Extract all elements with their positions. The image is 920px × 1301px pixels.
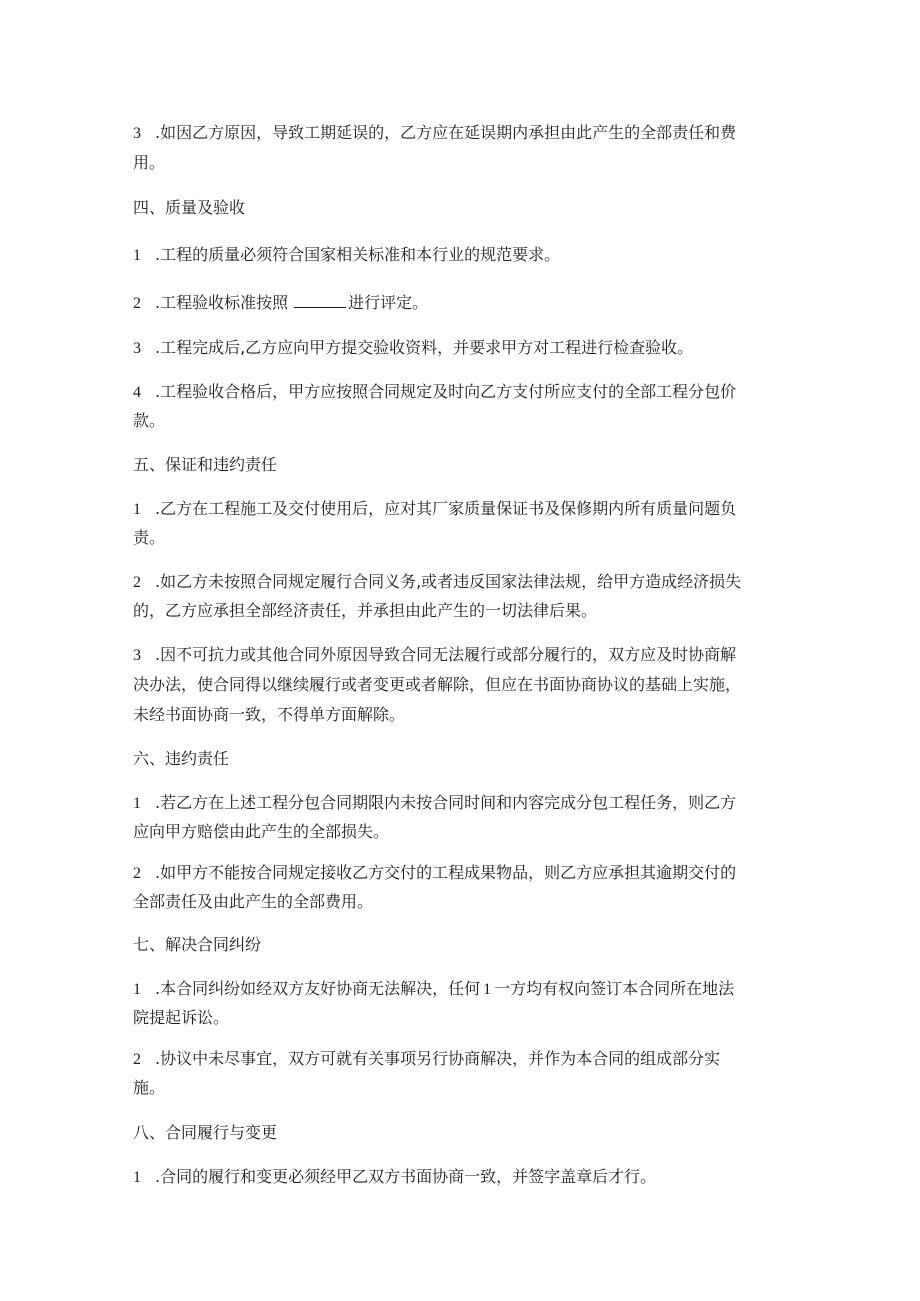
clause-text: .如因乙方原因，导致工期延误的，乙方应在延误期内承担由此产生的全部责任和费 <box>155 123 737 142</box>
clause-line <box>133 1162 793 1193</box>
clause-text: .工程的质量必须符合国家相关标准和本行业的规范要求。 <box>155 245 561 264</box>
clause-text: .因不可抗力或其他合同外原因导致合同无法履行或部分履行的，双方应及时协商解 <box>155 645 737 664</box>
inline-number: 1 <box>483 981 492 998</box>
clause-number: 2 <box>133 865 141 882</box>
clause-number: 2 <box>133 574 141 591</box>
fill-in-blank <box>294 293 346 308</box>
clause-line <box>133 887 793 917</box>
clause-line <box>133 1003 793 1033</box>
clause-line <box>133 1044 793 1075</box>
section-heading: 四、质量及验收 <box>133 198 246 217</box>
clause-line <box>133 858 793 889</box>
clause-text: 的，乙方应承担全部经济责任，并承担由此产生的一切法律后果。 <box>133 601 598 620</box>
clause-text: .工程完成后,乙方应向甲方提交验收资料，并要求甲方对工程进行检查验收。 <box>155 338 694 357</box>
clause-text: 进行评定。 <box>348 293 429 312</box>
clause-line <box>133 817 793 847</box>
clause-line <box>133 118 793 149</box>
clause-text: .协议中未尽事宜，双方可就有关事项另行协商解决，并作为本合同的组成部分实 <box>155 1049 721 1068</box>
clause-line <box>133 523 793 553</box>
section-heading: 七、解决合同纠纷 <box>133 935 262 954</box>
clause-line <box>133 700 793 730</box>
clause-text: 用。 <box>133 153 166 172</box>
clause-number: 4 <box>133 384 141 401</box>
clause-number: 1 <box>133 981 141 998</box>
clause-line <box>133 377 793 408</box>
clause-text: .工程验收标准按照 <box>155 293 289 312</box>
clause-text: 应向甲方赔偿由此产生的全部损失。 <box>133 822 390 841</box>
clause-text: .合同的履行和变更必须经甲乙双方书面协商一致，并签字盖章后才行。 <box>155 1167 657 1186</box>
clause-text: .如乙方未按照合同规定履行合同义务,或者违反国家法律法规，给甲方造成经济损失 <box>155 572 742 591</box>
clause-line <box>133 640 793 671</box>
clause-line <box>133 1073 793 1103</box>
clause-line <box>133 333 793 364</box>
clause-number: 2 <box>133 295 141 312</box>
clause-text: 院提起诉讼。 <box>133 1008 230 1027</box>
clause-line <box>133 148 793 178</box>
section-heading: 八、合同履行与变更 <box>133 1123 278 1142</box>
section-heading: 六、违约责任 <box>133 749 230 768</box>
clause-number: 1 <box>133 501 141 518</box>
clause-line <box>133 288 793 319</box>
clause-text: .如甲方不能按合同规定接收乙方交付的工程成果物品，则乙方应承担其逾期交付的 <box>155 863 737 882</box>
clause-line <box>133 788 793 819</box>
clause-text: 全部责任及由此产生的全部费用。 <box>133 892 374 911</box>
clause-text: 款。 <box>133 411 166 430</box>
clause-number: 3 <box>133 340 141 357</box>
clause-text: 未经书面协商一致，不得单方面解除。 <box>133 705 406 724</box>
clause-text: 一方均有权向签订本合同所在地法 <box>494 979 735 998</box>
clause-line <box>133 567 793 598</box>
section-heading: 五、保证和违约责任 <box>133 455 278 474</box>
clause-number: 2 <box>133 1051 141 1068</box>
clause-text: .若乙方在上述工程分包合同期限内未按合同时间和内容完成分包工程任务，则乙方 <box>155 793 737 812</box>
clause-line <box>133 240 793 271</box>
clause-text: 责。 <box>133 528 166 547</box>
clause-line <box>133 406 793 436</box>
clause-number: 1 <box>133 247 141 264</box>
clause-text: .工程验收合格后，甲方应按照合同规定及时向乙方支付所应支付的全部工程分包价 <box>155 382 737 401</box>
clause-text: .本合同纠纷如经双方友好协商无法解决，任何 <box>155 979 481 998</box>
clause-line <box>133 670 793 700</box>
clause-line <box>133 596 793 626</box>
clause-number: 3 <box>133 647 141 664</box>
clause-text: .乙方在工程施工及交付使用后，应对其厂家质量保证书及保修期内所有质量问题负 <box>155 499 737 518</box>
clause-line <box>133 974 793 1005</box>
clause-number: 1 <box>133 795 141 812</box>
clause-line <box>133 494 793 525</box>
clause-number: 1 <box>133 1169 141 1186</box>
clause-number: 3 <box>133 125 141 142</box>
clause-text: 施。 <box>133 1078 166 1097</box>
clause-text: 决办法，使合同得以继续履行或者变更或者解除，但应在书面协商协议的基础上实施， <box>133 675 742 694</box>
